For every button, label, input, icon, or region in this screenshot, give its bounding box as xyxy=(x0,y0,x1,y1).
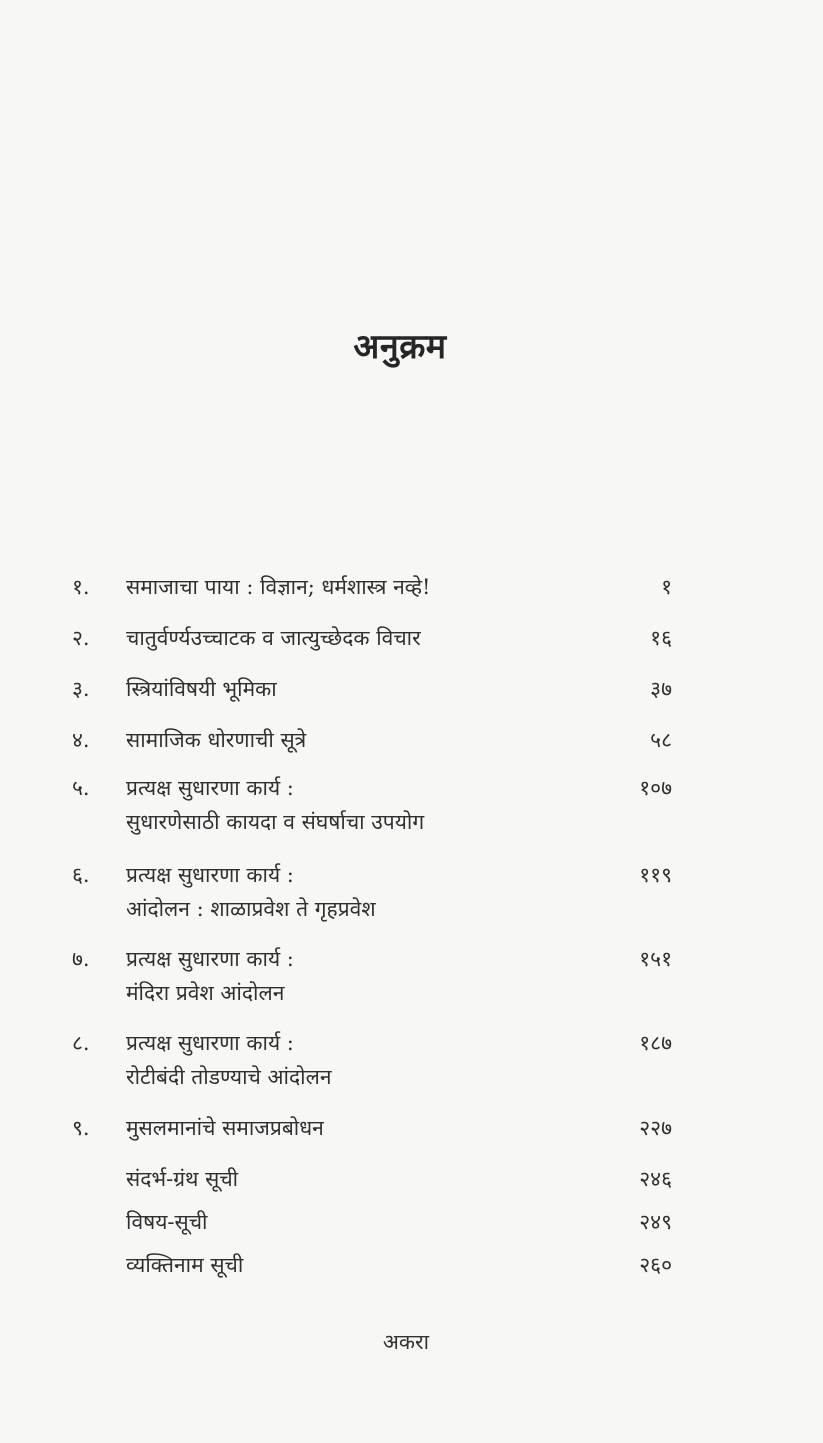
toc-entry-number: २. xyxy=(72,626,90,650)
toc-entry-number: ७. xyxy=(72,947,90,971)
toc-entry-title-line: प्रत्यक्ष सुधारणा कार्य : xyxy=(126,947,294,971)
toc-entry-page: १ xyxy=(661,575,672,599)
toc-entry-page: १६ xyxy=(650,626,672,650)
toc-entry-title-line: प्रत्यक्ष सुधारणा कार्य : xyxy=(126,863,294,887)
toc-entry-title xyxy=(126,1111,582,1145)
toc-entry-5 xyxy=(72,771,672,839)
toc-entry-2 xyxy=(72,621,672,655)
toc-entry-title-line: सुधारणेसाठी कायदा व संघर्षाचा उपयोग xyxy=(126,810,425,834)
toc-entry-page: ११९ xyxy=(639,863,672,887)
toc-entry-title-line: विषय-सूची xyxy=(126,1210,208,1234)
toc-entry-page: १०७ xyxy=(639,776,672,800)
toc-entry-title xyxy=(126,672,582,706)
toc-entry-title xyxy=(126,570,582,604)
toc-entry-page: २४६ xyxy=(639,1167,672,1191)
toc-entry-title-line: आंदोलन : शाळाप्रवेश ते गृहप्रवेश xyxy=(126,897,376,921)
toc-entry-title xyxy=(126,1248,582,1282)
toc-entry-title xyxy=(126,858,582,926)
toc-entry-number: १. xyxy=(72,575,90,599)
toc-entry-number: ४. xyxy=(72,728,90,752)
toc-entry-title xyxy=(126,771,582,839)
toc-entry-title-line: मंदिरा प्रवेश आंदोलन xyxy=(126,981,285,1005)
toc-entry-title-line: समाजाचा पाया : विज्ञान; धर्मशास्त्र नव्हे! xyxy=(126,575,431,599)
toc-entry-6 xyxy=(72,858,672,926)
toc-entry-page: १५१ xyxy=(639,947,672,971)
toc-entry-page: ५८ xyxy=(650,728,672,752)
toc-entry-title xyxy=(126,621,582,655)
toc-entry-subject-index xyxy=(72,1205,672,1239)
toc-entry-title-line: संदर्भ-ग्रंथ सूची xyxy=(126,1167,239,1191)
toc-entry-7 xyxy=(72,942,672,1010)
toc-entry-title-line: प्रत्यक्ष सुधारणा कार्य : xyxy=(126,776,294,800)
toc-entry-number: ८. xyxy=(72,1031,90,1055)
toc-entry-page: २६० xyxy=(639,1253,672,1277)
toc-entry-3 xyxy=(72,672,672,706)
toc-entry-title xyxy=(126,942,582,1010)
page-title: अनुक्रम xyxy=(353,327,447,367)
toc-entry-page: २४९ xyxy=(639,1210,672,1234)
toc-entry-name-index xyxy=(72,1248,672,1282)
toc-entry-bibliography xyxy=(72,1162,672,1196)
page-number-footer: अकरा xyxy=(382,1330,430,1354)
toc-entry-title xyxy=(126,1162,582,1196)
toc-entry-8 xyxy=(72,1026,672,1094)
toc-entry-page: ३७ xyxy=(650,677,672,701)
toc-entry-number: ३. xyxy=(72,677,90,701)
toc-entry-number: ६. xyxy=(72,863,90,887)
toc-entry-title-line: व्यक्तिनाम सूची xyxy=(126,1253,244,1277)
toc-entry-1 xyxy=(72,570,672,604)
toc-entry-page: १८७ xyxy=(639,1031,672,1055)
toc-entry-title xyxy=(126,1026,582,1094)
toc-entry-title-line: मुसलमानांचे समाजप्रबोधन xyxy=(126,1116,324,1140)
toc-entry-9 xyxy=(72,1111,672,1145)
toc-entry-title-line: प्रत्यक्ष सुधारणा कार्य : xyxy=(126,1031,294,1055)
toc-entry-title-line: स्त्रियांविषयी भूमिका xyxy=(126,677,277,701)
toc-entry-number: ५. xyxy=(72,776,90,800)
toc-entry-title xyxy=(126,1205,582,1239)
table-of-contents xyxy=(72,570,672,1282)
toc-entry-title-line: चातुर्वर्ण्यउच्चाटक व जात्युच्छेदक विचार xyxy=(126,626,421,650)
toc-entry-title xyxy=(126,723,582,757)
toc-entry-4 xyxy=(72,723,672,757)
toc-entry-title-line: सामाजिक धोरणाची सूत्रे xyxy=(126,728,307,752)
toc-entry-number: ९. xyxy=(72,1116,90,1140)
toc-entry-title-line: रोटीबंदी तोडण्याचे आंदोलन xyxy=(126,1065,332,1089)
toc-entry-page: २२७ xyxy=(639,1116,672,1140)
